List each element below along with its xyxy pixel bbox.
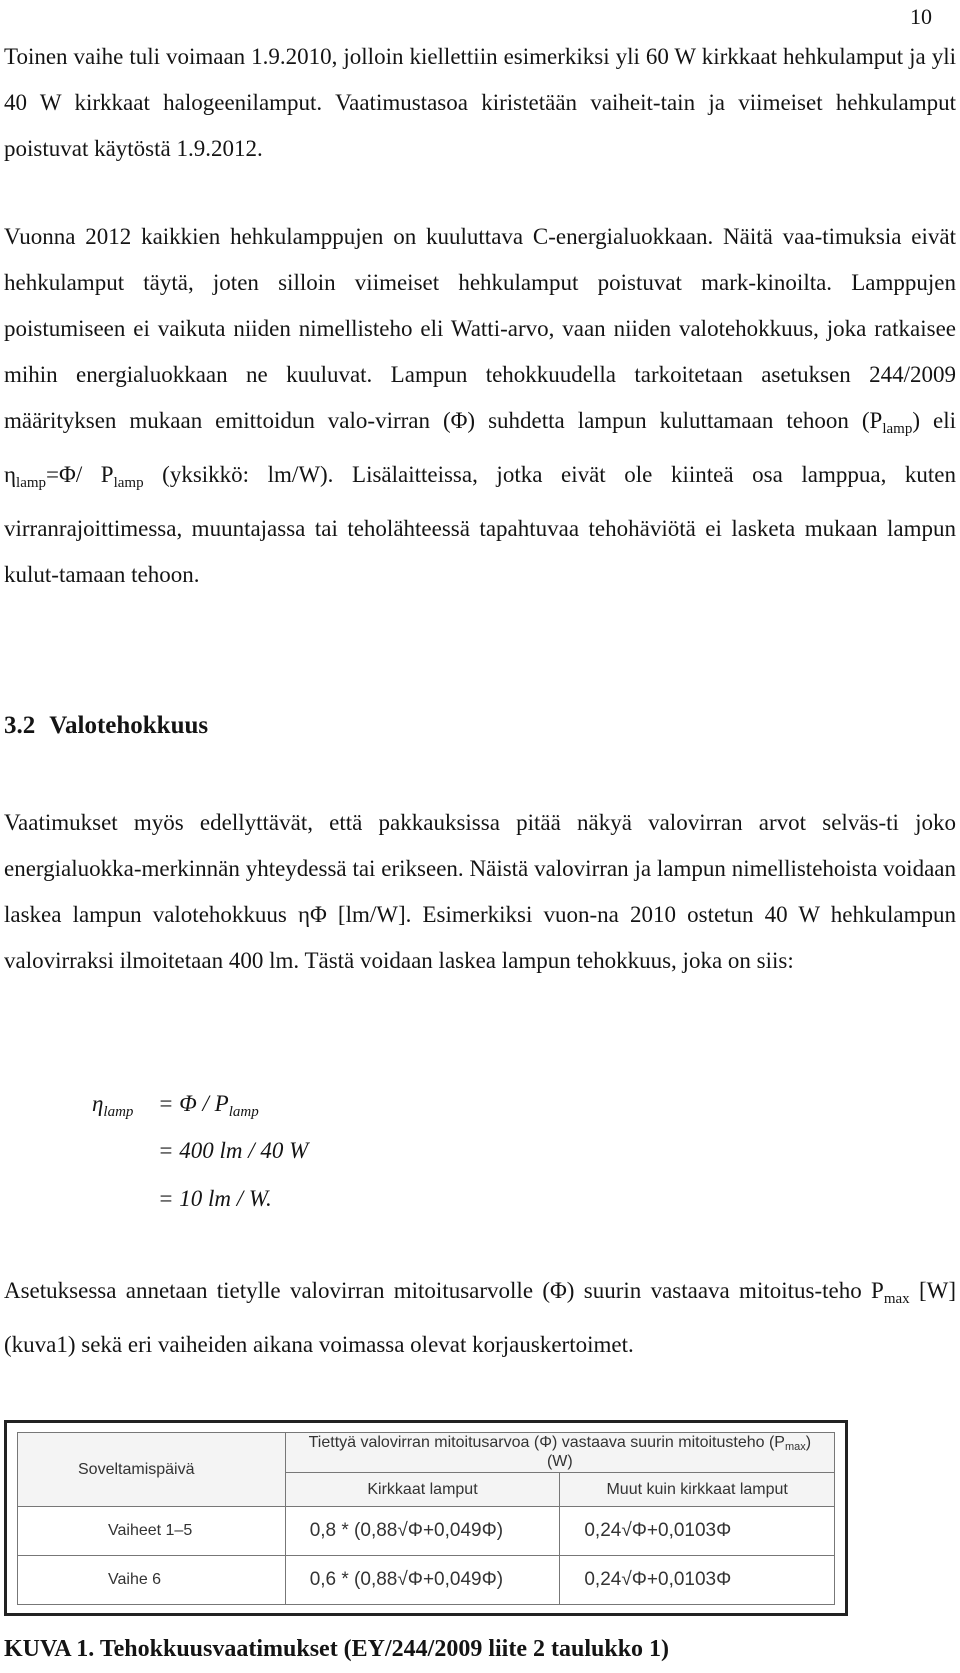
formula-line-1: = Φ / $P_{lamp}$ — [158, 1091, 259, 1120]
subscript: lamp — [16, 475, 47, 491]
efficiency-table — [17, 1432, 835, 1605]
paragraph-text: Toinen vaihe tuli voimaan 1.9.2010, jolloin kiellettiin esimerkiksi yli 60 W kirkkaat hehkulamput ja yli 40 W kirkkaat halogeenilamput. Vaatimustasoa kiristetään vaiheit-tain ja viimeiset hehkulamput poistuvat käytöstä 1.9.2012. — [4, 44, 956, 161]
row-label: Vaiheet 1–5 — [18, 1507, 286, 1556]
cell-clear-formula: 0,6 * (0,88√Φ+0,049Φ) — [285, 1556, 560, 1605]
paragraph-max-power — [4, 1268, 956, 1368]
paragraph-luminous-efficacy — [4, 800, 956, 984]
section-heading — [4, 712, 208, 740]
paragraph-phase-two — [4, 34, 956, 172]
header-application-date: Soveltamispäivä — [18, 1433, 286, 1507]
row-label: Vaihe 6 — [18, 1556, 286, 1605]
page-number: 10 — [910, 4, 932, 29]
paragraph-text: ) eli η — [4, 408, 956, 487]
paragraph-energy-class — [4, 214, 956, 598]
section-title: Valotehokkuus — [49, 712, 209, 739]
paragraph-text: Asetuksessa annetaan tietylle valovirran mitoitusarvolle (Φ) suurin vastaava mitoitus-teho P — [4, 1278, 884, 1303]
cell-clear-formula: 0,8 * (0,88√Φ+0,049Φ) — [285, 1507, 560, 1556]
paragraph-text: Vuonna 2012 kaikkien hehkulamppujen on kuuluttava C-energialuokkaan. Näitä vaa-timuksia eivät hehkulamput täytä, joten silloin viimeiset hehkulamput poistuvat mark-kinoilta. Lamppujen poistumiseen ei vaikuta niiden nimellisteho eli Watti-arvo, vaan niiden valotehokkuus, joka ratkaisee mihin energialuokkaan ne kuuluvat. Lampun tehokkuudella tarkoitetaan asetuksen 244/2009 määrityksen mukaan emittoidun valo-virran (Φ) suhdetta lampun kuluttamaan tehoon (P — [4, 224, 956, 433]
cell-other-formula: 0,24√Φ+0,0103Φ — [560, 1556, 835, 1605]
formula-line-3: = 10 lm / W. — [158, 1186, 272, 1211]
table-header-row — [18, 1433, 835, 1473]
subscript: max — [883, 1291, 910, 1307]
table-row — [18, 1507, 835, 1556]
paragraph-text: [W] (kuva1) sekä eri vaiheiden aikana voimassa olevat korjauskertoimet. — [4, 1278, 956, 1357]
subscript: lamp — [882, 421, 913, 437]
table-row — [18, 1556, 835, 1605]
efficiency-table-figure — [4, 1420, 848, 1616]
header-clear-lamps: Kirkkaat lamput — [285, 1473, 560, 1507]
formula-eta-symbol: $\eta_{lamp}$ — [92, 1091, 134, 1120]
paragraph-text: (yksikkö: lm/W). Lisälaitteissa, jotka eivät ole kiinteä osa lamppua, kuten virranrajoittimessa, muuntajassa tai teholähteessä tapahtuvaa tehohäviötä ei lasketa mukaan lampun kulut-tamaan tehoon. — [4, 462, 956, 587]
header-non-clear-lamps: Muut kuin kirkkaat lamput — [560, 1473, 835, 1507]
paragraph-text: =Φ/ P — [46, 462, 114, 487]
formula-line-2: = 400 lm / 40 W — [158, 1138, 309, 1163]
header-max-power: Tiettyä valovirran mitoitusarvoa (Φ) vastaava suurin mitoitusteho (Pmax) (W) — [285, 1433, 834, 1473]
subscript: lamp — [113, 475, 144, 491]
paragraph-text: Vaatimukset myös edellyttävät, että pakkauksissa pitää näkyä valovirran arvot selväs-ti joko energialuokka-merkinnän yhteydessä tai erikseen. Näistä valovirran ja lampun nimellistehoista voidaan laskea lampun valotehokkuus ηΦ [lm/W]. Esimerkiksi vuon-na 2010 ostetun 40 W hehkulampun valovirraksi ilmoitetaan 400 lm. Tästä voidaan laskea lampun tehokkuus, joka on siis: — [4, 810, 956, 973]
section-number: 3.2 — [4, 712, 36, 739]
figure-caption: KUVA 1. Tehokkuusvaatimukset (EY/244/2009 liite 2 taulukko 1) — [4, 1636, 670, 1662]
cell-other-formula: 0,24√Φ+0,0103Φ — [560, 1507, 835, 1556]
